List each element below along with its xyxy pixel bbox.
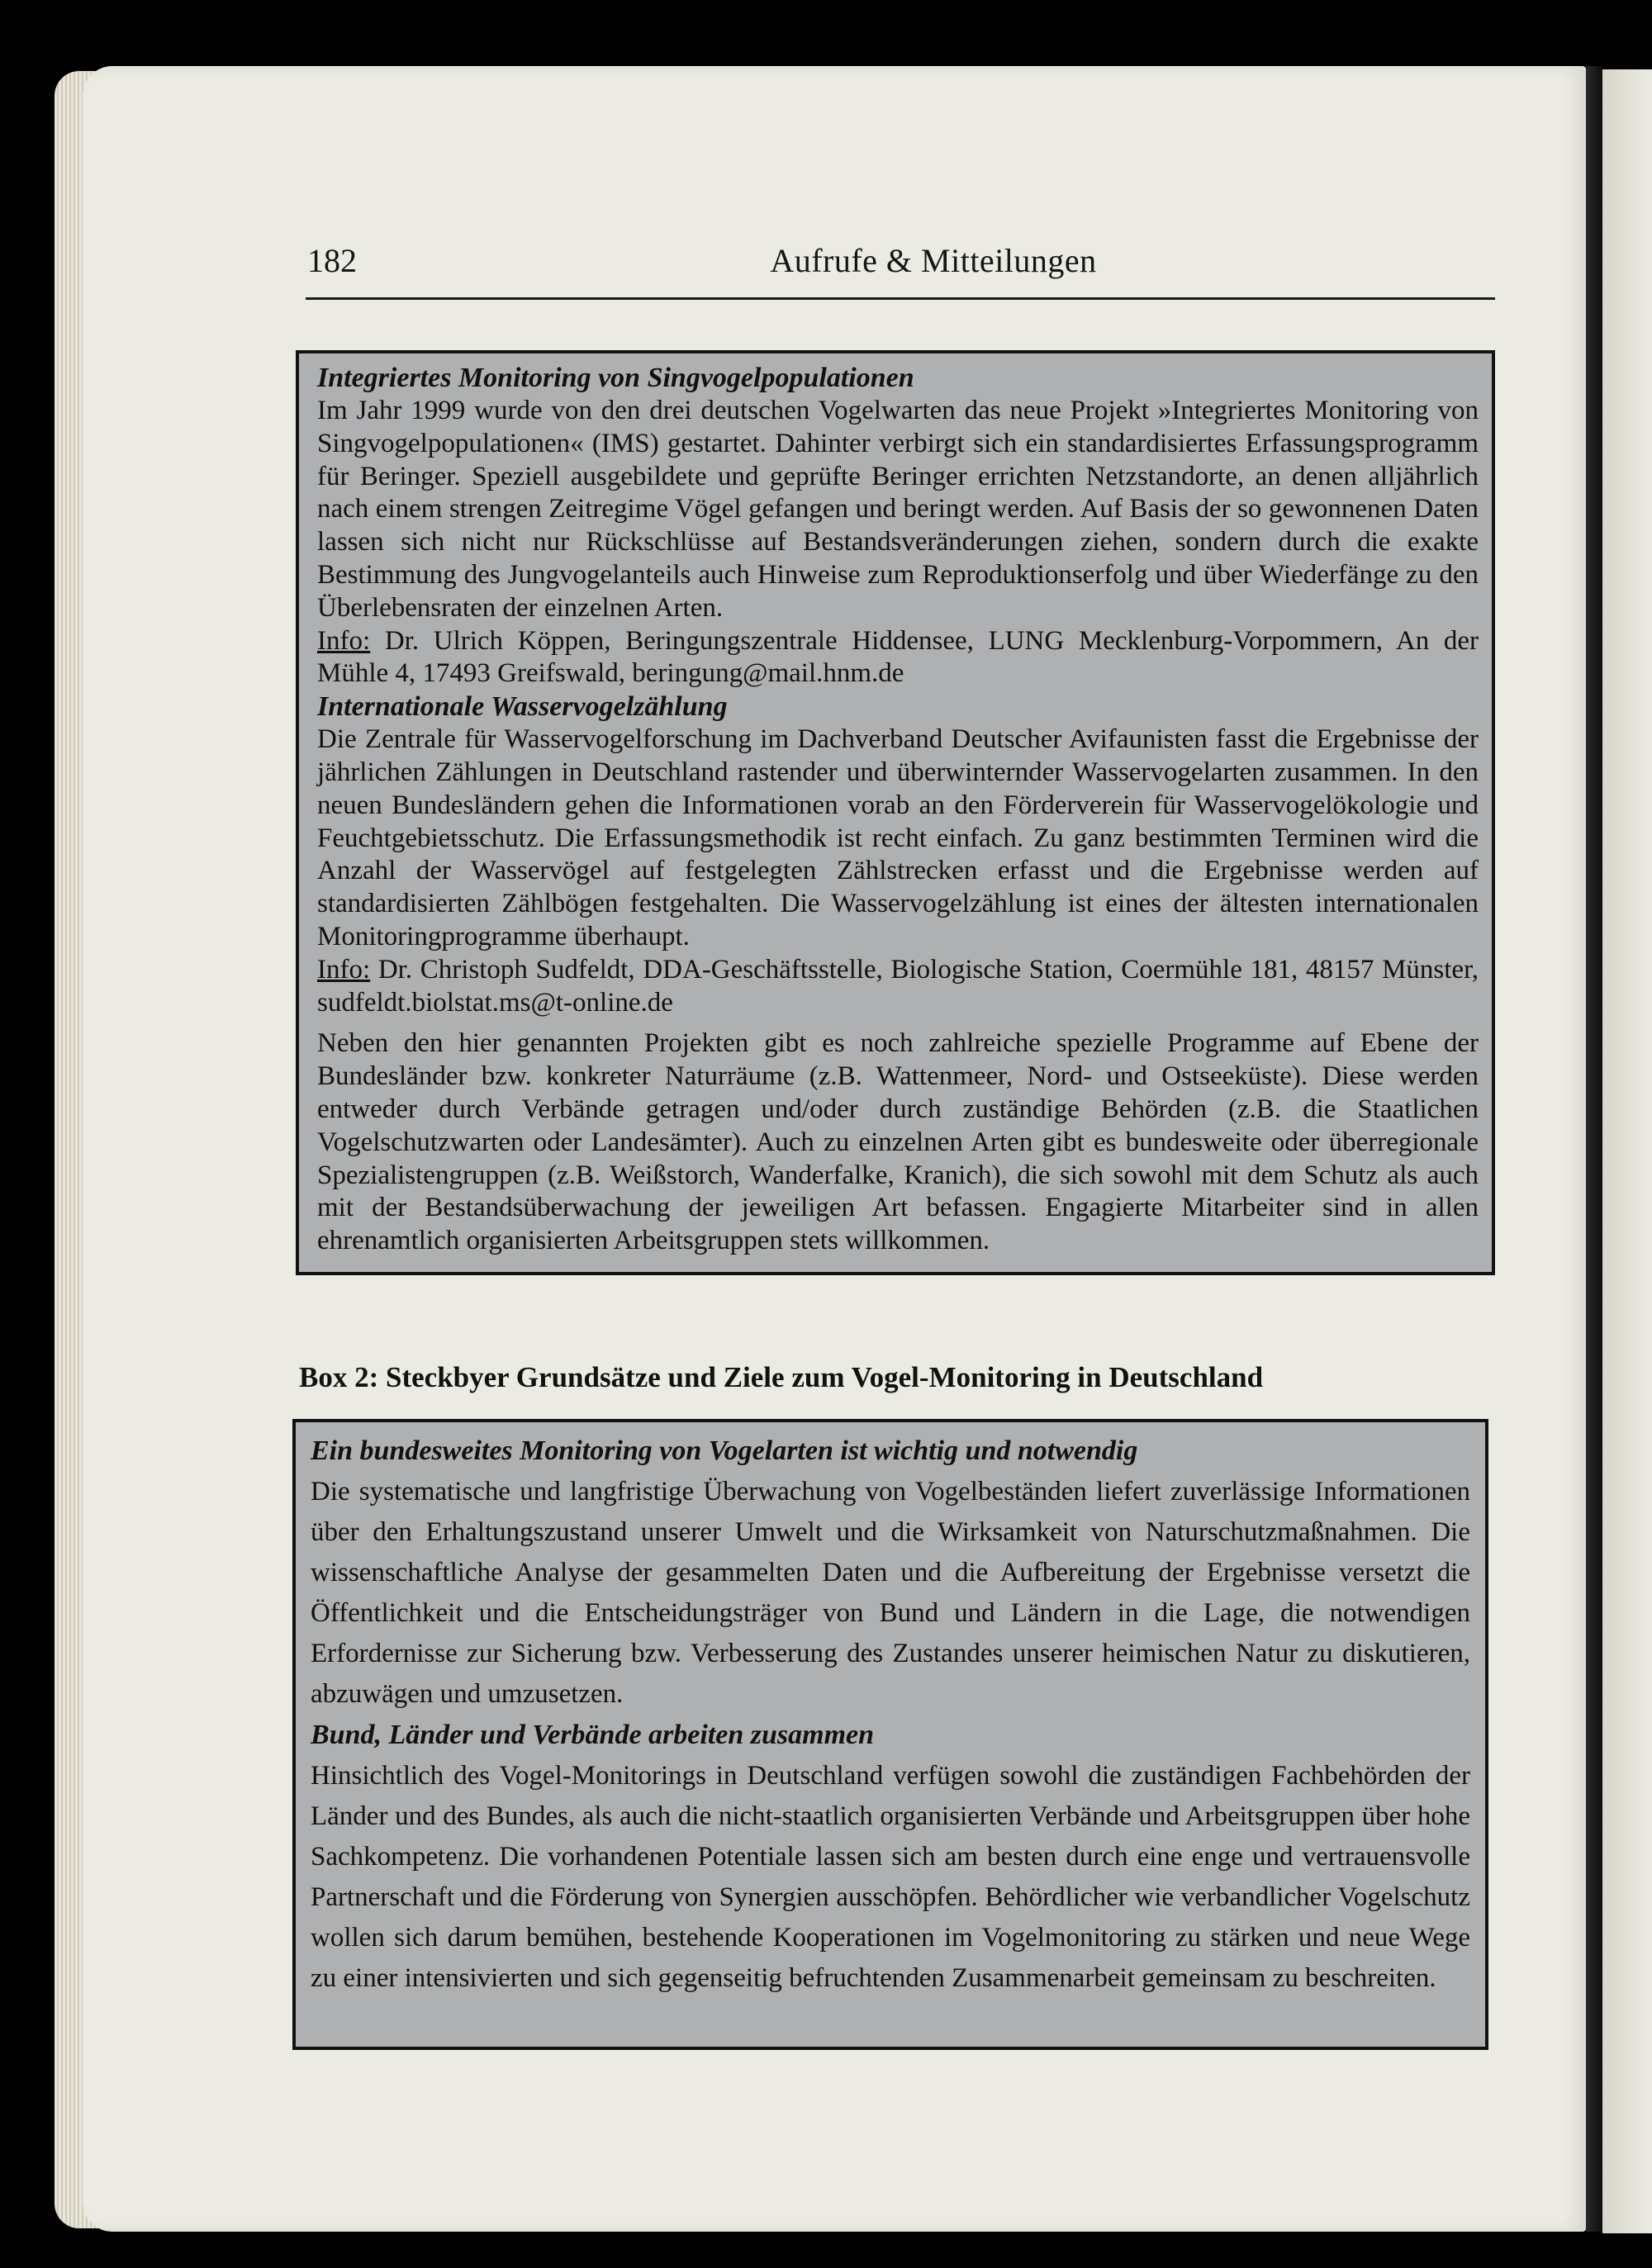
section-body-wasservogel: Die Zentrale für Wasservogelforschung im Dachverband Deutscher Avifaunisten fasst die Ergebnisse der jährlichen Zählungen in Deutschland rastender und überwinternder Wasservogelarten zusammen. In den neuen Bundesländern gehen die Informationen vorab an den Förderverein für Wasservogelökologie und Feuchtgebietsschutz. Die Erfassungsmethodik ist recht einfach. Zu ganz bestimmten Terminen wird die Anzahl der Wasservögel auf festgelegten Zählstrecken erfasst und die Ergebnisse werden auf standardisierten Zählbögen festgehalten. Die Wasservogelzählung ist eines der ältesten internationalen Monitoringprogramme überhaupt. — [317, 724, 1479, 951]
section-body-monitoring: Die systematische und langfristige Überwachung von Vogelbeständen liefert zuverlässige Informationen über den Erhaltungszustand unserer Umwelt und die Wirksamkeit von Naturschutzmaßnahmen. Die wissenschaftliche Analyse der gesammelten Daten und die Aufbereitung der Ergebnisse versetzt die Öffentlichkeit und die Entscheidungsträger von Bund und Ländern in die Lage, die notwendigen Erfordernisse zur Sicherung bzw. Verbesserung des Zustandes unserer heimischen Natur zu diskutieren, abzuwägen und umzusetzen. — [311, 1477, 1470, 1709]
page-header — [306, 241, 1495, 300]
info-box-steckby — [292, 1419, 1488, 2050]
info-line-ims — [317, 625, 1479, 691]
page-number: 182 — [307, 242, 357, 279]
closing-paragraph: Neben den hier genannten Projekten gibt es noch zahlreiche spezielle Programme auf Ebene der Bundesländer bzw. konkreter Naturräume (z.B. Wattenmeer, Nord- und Ostseeküste). Diese werden entweder durch Verbände getragen und/oder durch zuständige Behörden (z.B. die Staatlichen Vogelschutzwarten oder Landesämter). Auch zu einzelnen Arten gibt es bundesweite oder überregionale Spezialistengruppen (z.B. Weißstorch, Wanderfalke, Kranich), die sich sowohl mit dem Schutz als auch mit der Bestandsüberwachung der jeweiligen Art befassen. Engagierte Mitarbeiter sind in allen ehrenamtlich organisierten Arbeitsgruppen stets willkommen. — [317, 1028, 1479, 1256]
info-text: Dr. Christoph Sudfeldt, DDA-Geschäftsstelle, Biologische Station, Coermühle 181, 48157 Münster, sudfeldt.biolstat.ms@t-online.de — [317, 954, 1479, 1018]
section-body-ims: Im Jahr 1999 wurde von den drei deutschen Vogelwarten das neue Projekt »Integriertes Monitoring von Singvogelpopulationen« (IMS) gestartet. Dahinter verbirgt sich ein standardisiertes Erfassungsprogramm für Beringer. Speziell ausgebildete und geprüfte Beringer errichten Netzstandorte, an denen alljährlich nach einem strengen Zeitregime Vögel gefangen und beringt werden. Auf Basis der so gewonnenen Daten lassen sich nicht nur Rückschlüsse auf Bestandsveränderungen ziehen, sondern durch die exakte Bestimmung des Jungvogelanteils auch Hinweise zum Reproduktionserfolg und über Wiederfänge zu den Überlebensraten der einzelnen Arten. — [317, 396, 1479, 623]
section-heading-ims: Integriertes Monitoring von Singvogelpopulationen — [317, 363, 914, 393]
info-box-projects — [296, 350, 1495, 1275]
section-heading-monitoring: Ein bundesweites Monitoring von Vogelarten ist wichtig und notwendig — [311, 1435, 1138, 1466]
info-text: Dr. Ulrich Köppen, Beringungszentrale Hiddensee, LUNG Mecklenburg-Vorpommern, An der Mühle 4, 17493 Greifswald, beringung@mail.hnm.de — [317, 625, 1479, 689]
info-label: Info: — [317, 625, 371, 656]
running-title: Aufrufe & Mitteilungen — [770, 242, 1097, 279]
box2-caption: Box 2: Steckbyer Grundsätze und Ziele zum Vogel-Monitoring in Deutschland — [299, 1361, 1264, 1393]
info-label: Info: — [317, 954, 371, 985]
section-heading-zusammenarbeit: Bund, Länder und Verbände arbeiten zusammen — [311, 1720, 875, 1750]
next-page-edge — [1602, 69, 1652, 2233]
section-body-zusammenarbeit: Hinsichtlich des Vogel-Monitorings in Deutschland verfügen sowohl die zuständigen Fachbehörden der Länder und des Bundes, als auch die nicht-staatlich organisierten Verbände und Arbeitsgruppen über hohe Sachkompetenz. Die vorhandenen Potentiale lassen sich am besten durch eine enge und vertrauensvolle Partnerschaft und die Förderung von Synergien ausschöpfen. Behördlicher wie verbandlicher Vogelschutz wollen sich darum bemühen, bestehende Kooperationen im Vogelmonitoring zu stärken und neue Wege zu einer intensivierten und sich gegenseitig befruchtenden Zusammenarbeit gemeinsam zu beschreiten. — [311, 1761, 1470, 1993]
book-spine — [1586, 66, 1602, 2232]
info-line-wasservogel — [317, 954, 1479, 1020]
section-heading-wasservogel: Internationale Wasservogelzählung — [317, 691, 728, 723]
